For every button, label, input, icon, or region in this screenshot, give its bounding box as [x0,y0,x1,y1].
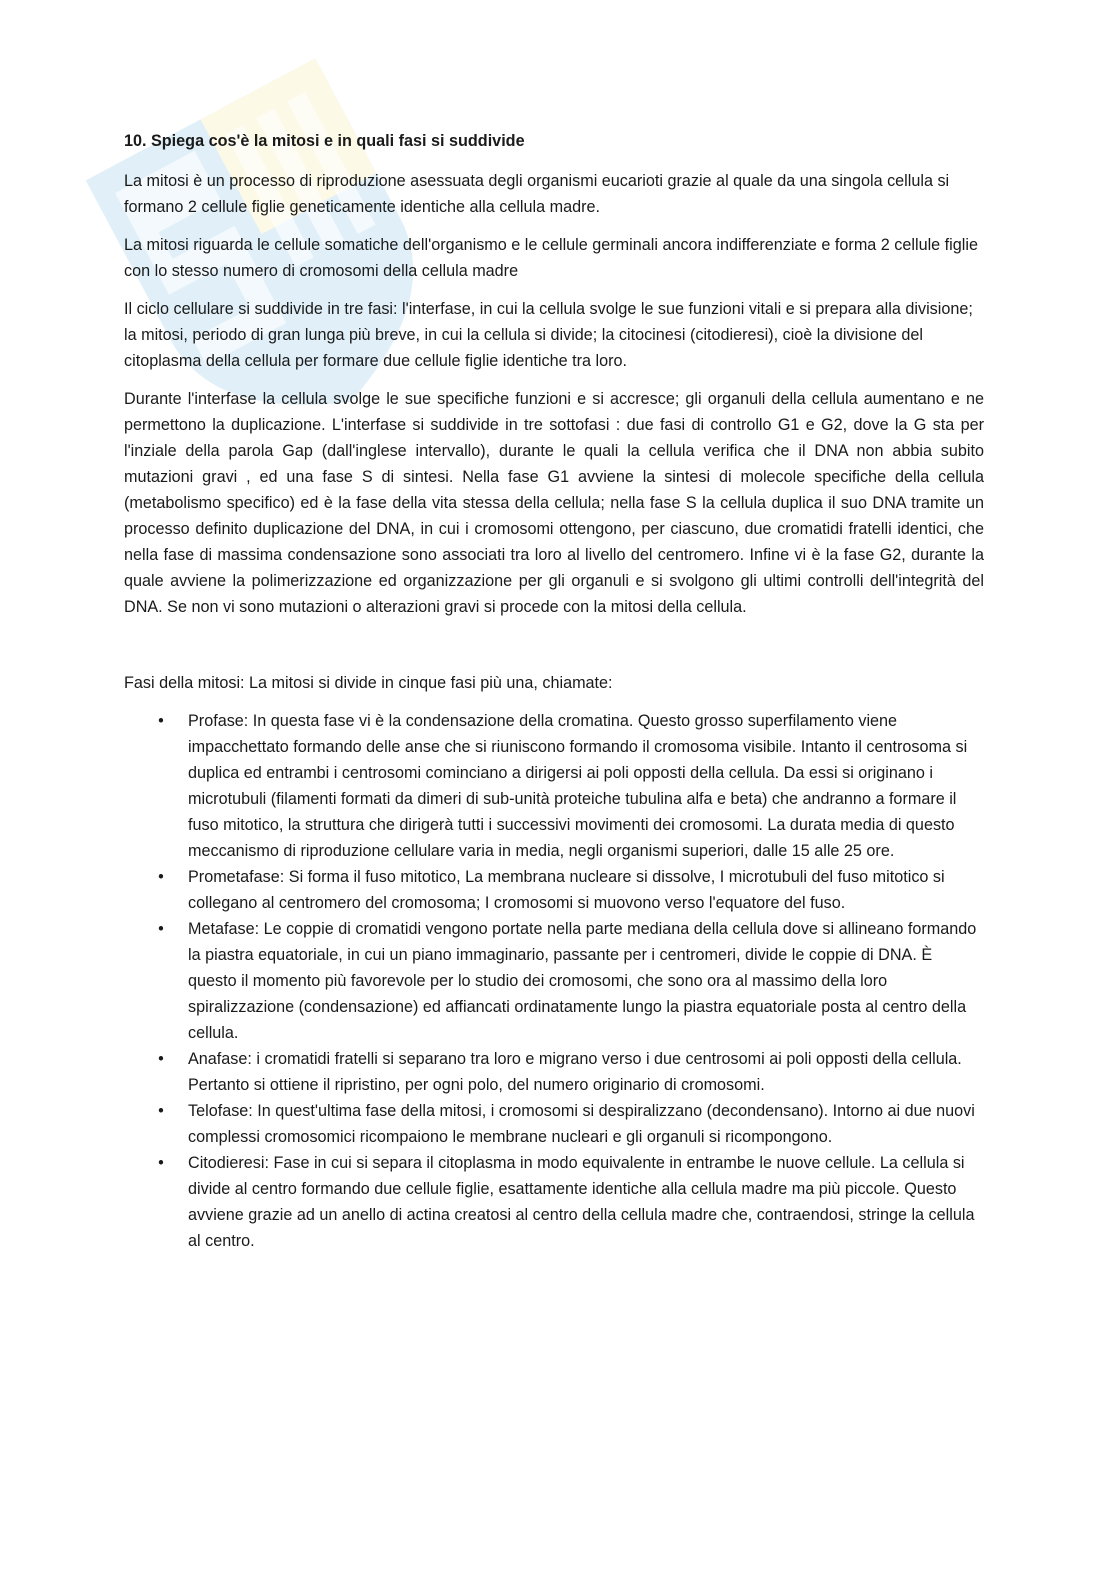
phases-intro: Fasi della mitosi: La mitosi si divide in cinque fasi più una, chiamate: [124,674,613,692]
list-item-text: Anafase: i cromatidi fratelli si separano tra loro e migrano verso i due centrosomi ai poli opposti della cellula. Pertanto si ottiene il ripristino, per ogni polo, del numero originario di cromosomi. [188,1050,962,1094]
question-title: 10. Spiega cos'è la mitosi e in quali fasi si suddivide [124,132,525,150]
bullet-icon: • [158,712,164,730]
list-item-text: Telofase: In quest'ultima fase della mitosi, i cromosomi si despiralizzano (decondensano). Intorno ai due nuovi complessi cromosomici ricompaiono le membrane nucleari e gli organuli si ricompongono. [188,1102,975,1146]
bullet-icon: • [158,868,164,886]
list-item-metafase [124,916,984,1046]
paragraph-cell-cycle: Il ciclo cellulare si suddivide in tre fasi: l'interfase, in cui la cellula svolge le sue funzioni vitali e si prepara alla divisione; la mitosi, periodo di gran lunga più breve, in cui la cellula si divide; la citocinesi (citodieresi), cioè la divisione del citoplasma della cellula per formare due cellule figlie identiche tra loro. [124,300,973,370]
bullet-icon: • [158,1050,164,1068]
section-spacer [124,632,984,670]
paragraph-interphase: Durante l'interfase la cellula svolge le sue specifiche funzioni e si accresce; gli organuli della cellula aumentano e ne permettono la duplicazione. L'interfase si suddivide in tre sottofasi : due fasi di controllo G1 e G2, dove la G sta per l'inziale della parola Gap (dall'inglese intervallo), durante le quali la cellula verifica che il DNA non abbia subito mutazioni gravi , ed una fase S di sintesi. Nella fase G1 avviene la sintesi di molecole specifiche della cellula (metabolismo specifico) ed è la fase della vita stessa della cellula; nella fase S la cellula duplica il suo DNA tramite un processo definito duplicazione del DNA, in cui i cromosomi ottengono, per ciascuno, due cromatidi fratelli identici, che nella fase di massima condensazione sono associati tra loro al livello del centromero. Infine vi è la fase G2, durante la quale avviene la polimerizzazione ed organizzazione per gli organuli e si svolgono gli ultimi controlli dell'integrità del DNA. Se non vi sono mutazioni o alterazioni gravi si procede con la mitosi della cellula. [124,390,984,616]
bullet-icon: • [158,1102,164,1120]
phases-list [124,708,984,1254]
paragraph-somatic-cells: La mitosi riguarda le cellule somatiche dell'organismo e le cellule germinali ancora indifferenziate e forma 2 cellule figlie con lo stesso numero di cromosomi della cellula madre [124,236,978,280]
list-item-text: Metafase: Le coppie di cromatidi vengono portate nella parte mediana della cellula dove si allineano formando la piastra equatoriale, in cui un piano immaginario, passante per i centromeri, divide le coppie di DNA. È questo il momento più favorevole per lo studio dei cromosomi, che sono ora al massimo della loro spiralizzazione (condensazione) ed affiancati ordinatamente lungo la piastra equatoriale posta al centro della cellula. [188,920,977,1042]
list-item-text: Prometafase: Si forma il fuso mitotico, La membrana nucleare si dissolve, I microtubuli del fuso mitotico si collegano al centromero del cromosoma; I cromosomi si muovono verso l'equatore del fuso. [188,868,945,912]
paragraph-definition: La mitosi è un processo di riproduzione asessuata degli organismi eucarioti grazie al quale da una singola cellula si formano 2 cellule figlie geneticamente identiche alla cellula madre. [124,172,950,216]
list-item-text: Citodieresi: Fase in cui si separa il citoplasma in modo equivalente in entrambe le nuove cellule. La cellula si divide al centro formando due cellule figlie, esattamente identiche alla cellula madre ma più piccole. Questo avviene grazie ad un anello di actina creatosi al centro della cellula madre che, contraendosi, stringe la cellula al centro. [188,1154,975,1250]
list-item-prometafase [124,864,984,916]
bullet-icon: • [158,1154,164,1172]
bullet-icon: • [158,920,164,938]
list-item-telofase [124,1098,984,1150]
list-item-citodieresi [124,1150,984,1254]
list-item-text: Profase: In questa fase vi è la condensazione della cromatina. Questo grosso superfilamento viene impacchettato formando delle anse che si riuniscono formando il cromosoma visibile. Intanto il centrosoma si duplica ed entrambi i centrosomi cominciano a dirigersi ai poli opposti della cellula. Da essi si originano i microtubuli (filamenti formati da dimeri di sub-unità proteiche tubulina alfa e beta) che andranno a formare il fuso mitotico, la struttura che dirigerà tutti i successivi movimenti dei cromosomi. La durata media di questo meccanismo di riproduzione cellulare varia in media, negli organismi superiori, dalle 15 alle 25 ore. [188,712,968,860]
document-page [124,128,984,1254]
list-item-profase [124,708,984,864]
list-item-anafase [124,1046,984,1098]
